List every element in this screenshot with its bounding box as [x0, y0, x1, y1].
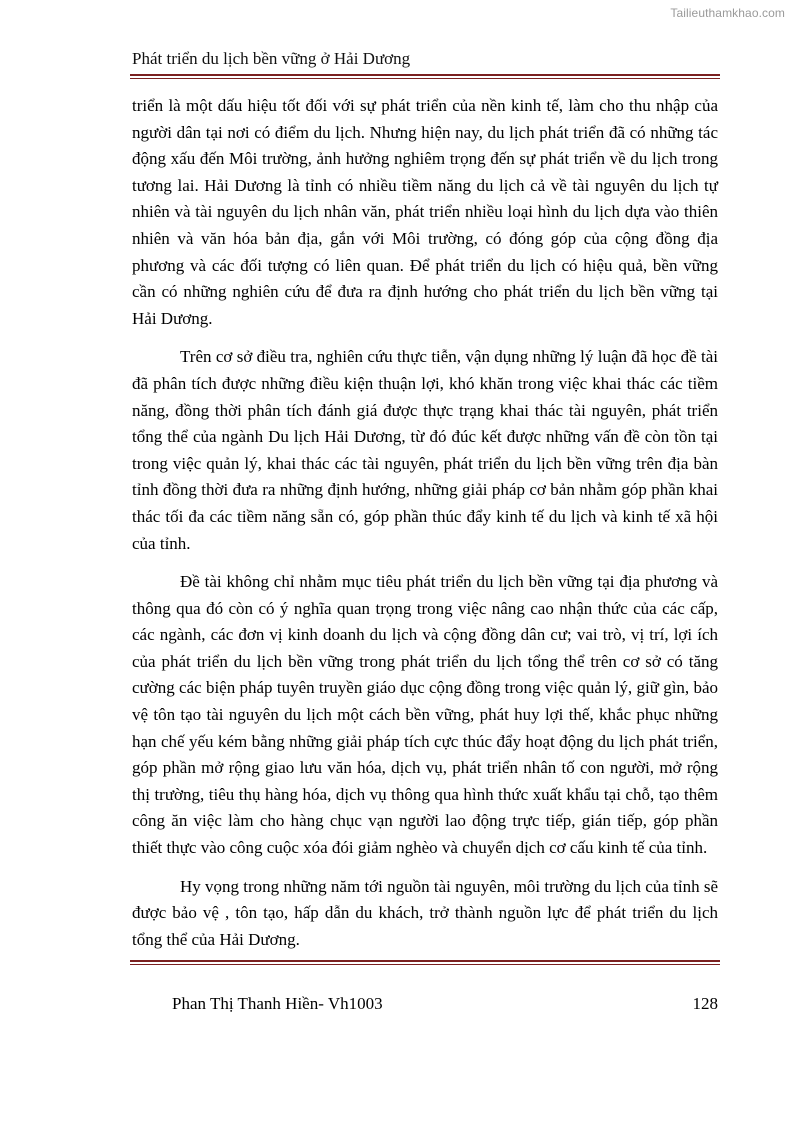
footer-author: Phan Thị Thanh Hiền- Vh1003: [172, 994, 383, 1013]
page-number: 128: [692, 994, 718, 1013]
running-header-title: Phát triển du lịch bền vững ở Hải Dương: [132, 49, 411, 68]
header-divider: [130, 74, 720, 76]
paragraph-hope: Hy vọng trong những năm tới nguồn tài nguyên, môi trường du lịch của tỉnh sẽ được bảo vệ , tôn tạo, hấp dẫn du khách, trở thành nguồn lực để phát triển du lịch tổng thể của Hải Dương.: [132, 876, 718, 949]
paragraph-research-findings: Trên cơ sở điều tra, nghiên cứu thực tiễn, vận dụng những lý luận đã học đề tài đã phân tích được những điều kiện thuận lợi, khó khăn trong việc khai thác các tiềm năng, đồng thời phân tích đánh giá được thực trạng khai thác tài nguyên, phát triển tổng thể của ngành Du lịch Hải Dương, từ đó đúc kết được những vấn đề còn tồn tại trong việc quản lý, khai thác các tài nguyên, phát triển du lịch bền vững trên địa bàn tỉnh đồng thời đưa ra những định hướng, những giải pháp cơ bản nhằm góp phần khai thác tối đa các tiềm năng sẵn có, góp phần thúc đẩy kinh tế du lịch và kinh tế xã hội của tỉnh.: [132, 347, 718, 553]
page-body: [132, 93, 718, 965]
watermark-text: Tailieuthamkhao.com: [670, 6, 785, 20]
paragraph-continuation: triển là một dấu hiệu tốt đối với sự phát triển của nền kinh tế, làm cho thu nhập của người dân tại nơi có điểm du lịch. Nhưng hiện nay, du lịch phát triển đã có những tác động xấu đến Môi trường, ảnh hưởng nghiêm trọng đến sự phát triển về du lịch trong tương lai. Hải Dương là tỉnh có nhiều tiềm năng du lịch cả về tài nguyên du lịch tự nhiên và tài nguyên du lịch nhân văn, phát triển nhiều loại hình du lịch dựa vào thiên nhiên và văn hóa bản địa, gắn với Môi trường, có đóng góp của cộng đồng địa phương và các đối tượng có liên quan. Để phát triển du lịch có hiệu quả, bền vững cần có những nghiên cứu để đưa ra định hướng cho phát triển du lịch bền vững tại Hải Dương.: [132, 96, 718, 328]
footer-divider: [130, 960, 720, 962]
paragraph-topic-significance: Đề tài không chỉ nhằm mục tiêu phát triển du lịch bền vững tại địa phương và thông qua đó còn có ý nghĩa quan trọng trong việc nâng cao nhận thức của các cấp, các ngành, các đơn vị kinh doanh du lịch và cộng đồng dân cư; vai trò, vị trí, lợi ích của phát triển du lịch bền vững trong phát triển du lịch tổng thể trên cơ sở có tăng cường các biện pháp tuyên truyền giáo dục cộng đồng trong việc quản lý, giữ gìn, bảo vệ tôn tạo tài nguyên du lịch một cách bền vững, phát huy lợi thế, khắc phục những hạn chế yếu kém bằng những giải pháp tích cực thúc đẩy hoạt động du lịch phát triển, góp phần mở rộng giao lưu văn hóa, dịch vụ, phát triển nhân tố con người, mở rộng thị trường, tiêu thụ hàng hóa, dịch vụ thông qua hình thức xuất khẩu tại chỗ, tạo thêm công ăn việc làm cho hàng chục vạn người lao động trực tiếp, gián tiếp, góp phần thiết thực vào công cuộc xóa đói giảm nghèo và chuyển dịch cơ cấu kinh tế của tỉnh.: [132, 572, 718, 858]
